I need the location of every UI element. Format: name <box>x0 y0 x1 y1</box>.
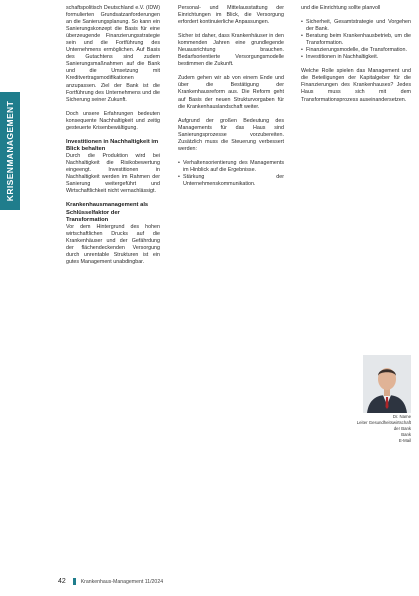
section-tab <box>0 92 20 210</box>
paragraph: Aufgrund der großen Bedeutung des Managements für das Haus sind Sanierungsprozesse vorzubereiten. Zusätzlich muss die Steuerung verbessert werden: <box>178 117 284 152</box>
list-item: • Stärkung der Unternehmenskommunikation. <box>183 174 284 188</box>
author-name: Dr. Name <box>392 414 411 419</box>
list-item: • Investitionen in Nachhaltigkeit. <box>306 54 411 61</box>
paragraph: Durch die Produktion wird bei Nachhaltigkeit die Risikobewertung eingeengt. Investitionen in Nachhaltigkeit werden im Rahmen der Sanierung weitergeführt und Wirtschaftlichkeit nicht vernachlässigt. <box>66 153 160 195</box>
bullet-list <box>301 19 411 61</box>
author-portrait <box>363 355 411 413</box>
paragraph: Personal- und Mittelausstattung der Einrichtungen im Blick, die Versorgung erfordert kontinuierliche Anpassungen. <box>178 5 284 26</box>
page-footer <box>58 578 163 585</box>
paragraph: Zudem gehen wir ab von einem Ende und über die Bestätigung der Krankenhausreform aus. Die Reform geht auf Basis der neuen Strukturvorgaben für die Krankenhauslandschaft weiter. <box>178 75 284 110</box>
author-line: E-Mail <box>398 438 411 444</box>
bullet-list <box>178 160 284 188</box>
subheading: Krankenhausmanagement als Schlüsselfaktor der Transformation <box>66 202 149 223</box>
paragraph: Welche Rolle spielen das Management und die Beteiligungen der Kapitalgeber für die Finanzierungen des Krankenhauses? Jedes Haus muss sich mit dem Transformationsprozess auseinandersetzen. <box>301 68 411 103</box>
paragraph: Doch unsere Erfahrungen bedeuten konsequente Nachhaltigkeit und zeitig gesteuerte Krisenbewältigung. <box>66 110 160 131</box>
author-caption <box>300 414 411 444</box>
page-number: 42 <box>58 578 66 585</box>
issue-label: Krankenhaus-Management 11/2024 <box>80 579 164 585</box>
author-line: Leiter Gesundheitswirtschaft <box>356 420 411 426</box>
paragraph: schaftspolitisch Deutschland e.V. (IDW) formulierten Grundsatzanforderungen an die Sanierungsplanung. So kann ein Sanierungskonzept die Basis für eine überzeugende Finanzierungsstrategie sein und die Fortführung des Unternehmens ermöglichen. Auf Basis des Gutachtens sind zudem Sanierungsmaßnahmen auf die Bank und die Umsetzung mit Kreditvertragsmodifikationen anzupassen. Ziel der Bank ist die Fortführung des Unternehmens und die Sicherung seiner Zukunft. <box>66 5 160 103</box>
column-1 <box>66 5 160 273</box>
paragraph: und die Einrichtung sollte planvoll <box>301 5 381 11</box>
accent-bar <box>73 578 76 585</box>
list-item: • Beratung beim Krankenhausbetrieb, um die Transformation. <box>306 33 411 47</box>
paragraph: Vor dem Hintergrund des hohen wirtschaftlichen Drucks auf die Krankenhäuser und der Gefährdung der flächendeckenden Versorgung durch unrentable Strukturen ist ein gutes Management unabdingbar. <box>66 224 160 266</box>
author-line: Bank <box>401 432 411 438</box>
paragraph: Sicher ist daher, dass Krankenhäuser in den kommenden Jahren eine grundlegende Neuausrichtung brauchen. Bedarfsorientierte Versorgungsmodelle bestimmen die Zukunft. <box>178 33 284 68</box>
subheading: Investitionen in Nachhaltigkeit im Blick behalten <box>66 138 159 152</box>
portrait-icon <box>363 355 411 413</box>
list-item: • Finanzierungsmodelle, die Transformation. <box>306 47 411 54</box>
author-line: der Bank <box>393 426 411 432</box>
list-item: • Verhaltensorientierung des Managements im Hinblick auf die Ergebnisse. <box>183 160 284 174</box>
column-3 <box>301 5 411 111</box>
section-tab-label: KRISENMANAGEMENT <box>5 100 15 202</box>
list-item: • Sicherheit, Gesamtstrategie und Vorgehen der Bank. <box>306 19 411 33</box>
column-2 <box>178 5 284 195</box>
